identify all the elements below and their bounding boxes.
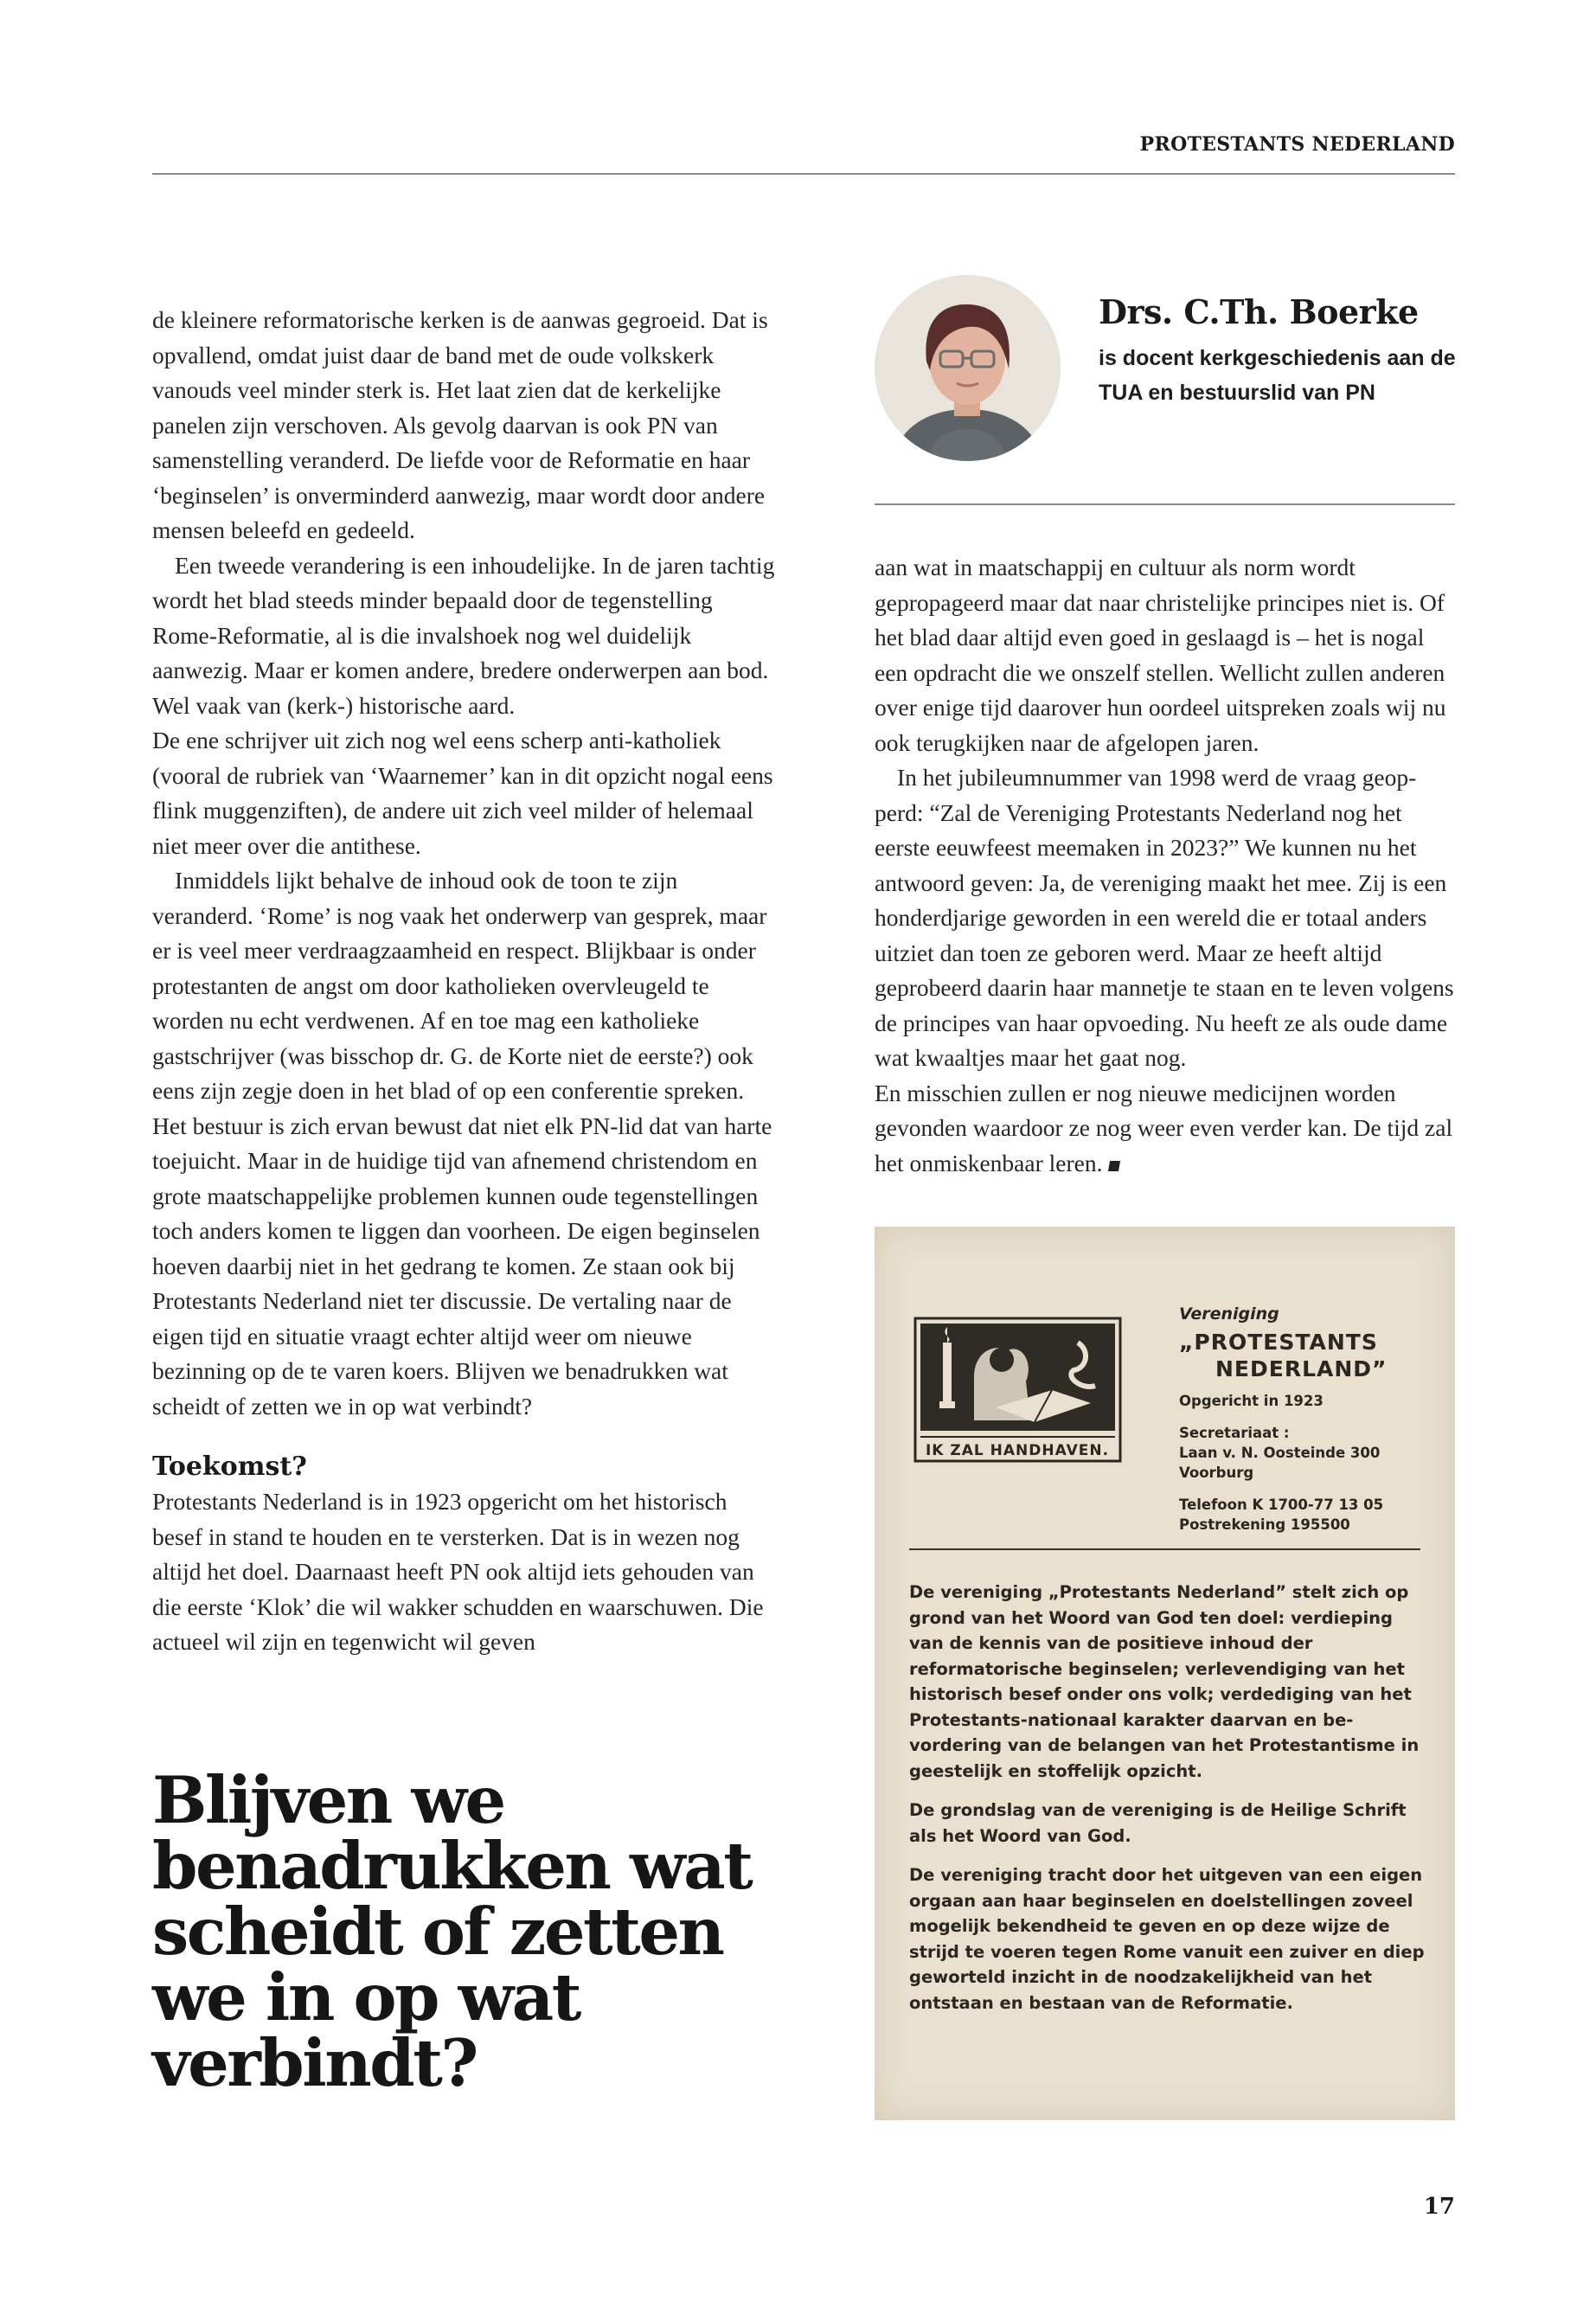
left-column bbox=[152, 303, 775, 1660]
author-name: Drs. C.Th. Boerke bbox=[1099, 292, 1419, 331]
clipping-vereniging: Vereniging bbox=[1179, 1304, 1279, 1324]
body-paragraph bbox=[875, 1076, 1456, 1182]
emblem-motto: IK ZAL HANDHAVEN. bbox=[925, 1442, 1110, 1459]
page-number: 17 bbox=[1423, 2194, 1455, 2220]
author-role: is docent kerkgeschiedenis aan de TUA en bestuurslid van PN bbox=[1099, 346, 1456, 405]
clipping-title bbox=[1179, 1329, 1387, 1382]
historic-clipping bbox=[875, 1227, 1455, 2120]
author-portrait bbox=[875, 275, 1061, 461]
clipping-divider bbox=[909, 1548, 1420, 1550]
clipping-founded: Opgericht in 1923 bbox=[1179, 1393, 1324, 1409]
body-paragraph: aan wat in maatschappij en cultuur als norm wordt gepropageerd maar dat naar christelijke principes niet is. Of het blad daar altijd even goed in geslaagd is – het is nogal een opdracht die we onszelf stellen. Wellicht zullen anderen over enige tijd daarover hun oordeel uitspreken zoals wij nu ook terugkijken naar de afgelopen jaren. bbox=[875, 554, 1446, 756]
body-paragraph: De ene schrijver uit zich nog wel eens scherp anti-katholiek (vooral de rubriek van ‘Waarnemer’ kan in dit opzicht nogal eens flink muggenziften), de andere uit zich veel milder of helemaal niet meer over die antithese. bbox=[152, 727, 773, 859]
clipping-secretariaat: Secretariaat : bbox=[1179, 1425, 1290, 1441]
end-of-article-mark bbox=[1108, 1161, 1120, 1171]
clipping-body bbox=[909, 1580, 1428, 2029]
body-paragraph: Inmiddels lijkt behalve de inhoud ook de toon te zijn veranderd. ‘Rome’ is nog vaak het onderwerp van gesprek, maar er is veel meer verdraagzaamheid en respect. Blijkbaar is onder protestanten de angst om door katholieken overvleugeld te worden nu echt verdwenen. Af en toe mag een katholieke gastschrijver (was bisschop dr. G. de Korte niet de eerste?) ook eens zijn zegje doen in het blad of op een conferentie spreken. Het bestuur is zich ervan bewust dat niet elk PN-lid dat van harte toejuicht. Maar in de huidige tijd van afnemend christendom en grote maatschappelijke problemen kunnen oude tegenstellingen toch anders komen te liggen dan voorheen. De eigen beginselen hoeven daarbij niet in het gedrang te komen. Ze staan ook bij Protestants Nederland niet ter discussie. De vertaling naar de eigen tijd en situatie vraagt echter altijd weer om nieuwe bezinning op de te varen koers. Blijven we benadrukken wat scheidt of zetten we in op wat verbindt? bbox=[152, 867, 772, 1420]
author-portrait-illustration bbox=[875, 275, 1061, 461]
clipping-postrekening: Postrekening 195500 bbox=[1179, 1516, 1350, 1533]
body-paragraph-text: En misschien zullen er nog nieuwe medicijnen worden gevonden waardoor ze nog weer even verder kan. De tijd zal het onmiskenbaar leren. bbox=[875, 1079, 1453, 1176]
section-subheading: Toekomst? bbox=[152, 1452, 307, 1482]
running-header: PROTESTANTS NEDERLAND bbox=[1139, 133, 1455, 156]
body-paragraph: de kleinere reformatorische kerken is de aanwas gegroeid. Dat is opvallend, omdat juist daar de band met de oude volkskerk vanouds veel minder sterk is. Het laat zien dat de kerkelijke panelen zijn verschoven. Als gevolg daarvan is ook PN van samenstelling veranderd. De liefde voor de Reformatie en haar ‘beginselen’ is onverminderd aanwezig, maar wordt door andere mensen beleefd en gedeeld. bbox=[152, 306, 768, 543]
clipping-paragraph: De vereniging tracht door het uitgeven van een eigen orgaan aan haar beginselen en doelstellingen zoveel mogelijk bekendheid te geven en op deze wijze de strijd te voeren tegen Rome vanuit een zuiver en diep geworteld inzicht in de noodzakelijkheid van het ontstaan en bestaan van de Reformatie. bbox=[909, 1865, 1425, 2013]
body-paragraph: Een tweede verandering is een inhoudelijke. In de jaren tachtig wordt het blad steeds minder bepaald door de tegenstelling Rome-Reformatie, al is die invalshoek nog wel duidelijk aanwezig. Maar er komen andere, bredere onderwerpen aan bod. Wel vaak van (kerk-) historische aard. bbox=[152, 551, 775, 719]
clipping-contact-info bbox=[1179, 1391, 1383, 1535]
right-column bbox=[875, 550, 1456, 1181]
society-emblem bbox=[913, 1317, 1122, 1463]
clipping-title-line2: NEDERLAND” bbox=[1215, 1356, 1388, 1381]
clipping-city: Voorburg bbox=[1179, 1465, 1254, 1481]
clipping-paragraph: De grondslag van de vereniging is de Heilige Schrift als het Woord van God. bbox=[909, 1800, 1407, 1846]
clipping-title-line1: „PROTESTANTS bbox=[1179, 1330, 1378, 1355]
body-paragraph: In het jubileumnummer van 1998 werd de vraag geopperd: “Zal de Vereniging Protestants Nederland nog het eerste eeuwfeest meemaken in 2023?” We kunnen nu het antwoord geven: Ja, de vereniging maakt het mee. Zij is een honderdjarige geworden in een wereld die er totaal anders uitziet dan toen ze geboren werd. Maar ze heeft altijd geprobeerd daarin haar mannetje te staan en te leven volgens de principes van haar opvoeding. Nu heeft ze als oude dame wat kwaaltjes maar het gaat nog. bbox=[875, 764, 1454, 1071]
pull-quote: Blijven we benadrukken wat scheidt of zetten we in op wat verbindt? bbox=[152, 1762, 752, 2101]
clipping-address: Laan v. N. Oosteinde 300 bbox=[1179, 1445, 1381, 1461]
clipping-phone: Telefoon K 1700-77 13 05 bbox=[1179, 1497, 1384, 1513]
emblem-woodcut-icon bbox=[913, 1317, 1122, 1463]
author-divider bbox=[875, 503, 1455, 505]
header-divider bbox=[152, 173, 1455, 175]
body-paragraph: Protestants Nederland is in 1923 opgericht om het historisch besef in stand te houden en te versterken. Dat is in wezen nog altijd het doel. Daarnaast heeft PN ook altijd iets gehouden van die eerste ‘Klok’ die wil wakker schudden en waarschuwen. Die actueel wil zijn en tegenwicht wil geven bbox=[152, 1488, 764, 1655]
clipping-paragraph: De vereniging „Protestants Nederland” stelt zich op grond van het Woord van God ten doel: verdieping van de kennis van de positieve inhoud der reformatorische beginselen; verlevendiging van het historisch besef onder ons volk; verdediging van het Protestants-nationaal karakter daarvan en bevordering van de belangen van het Protestantisme in geestelijk en stoffelijk opzicht. bbox=[909, 1582, 1420, 1781]
